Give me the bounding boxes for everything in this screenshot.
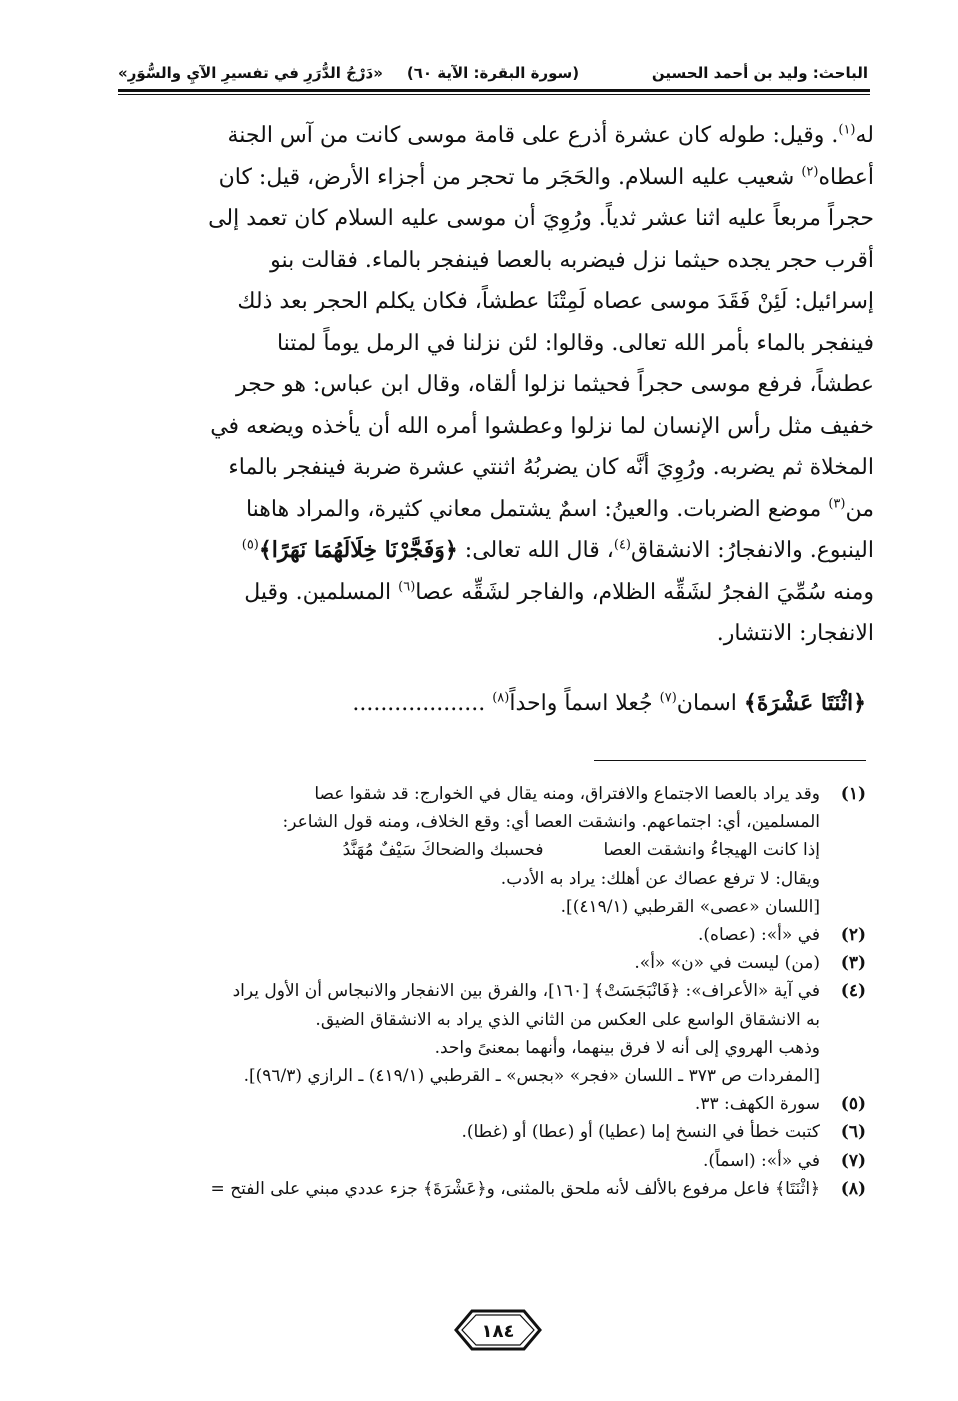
footnote-number: (٣) <box>840 953 866 974</box>
footnote-3: (٣) (من) ليست في «ن» «أ». <box>86 949 866 977</box>
running-header <box>118 58 868 88</box>
header-author: الباحث: وليد بن أحمد الحسين <box>651 64 868 82</box>
text-line: من$^{(٣)}$ موضع الضربات. والعينُ: اسمٌ يشتمل معاني كثيرة، والمراد هاهنا <box>245 496 874 522</box>
footnote-ref: (٤) <box>613 537 631 553</box>
footnote-ref: (١) <box>838 122 856 138</box>
footnote-number: (٥) <box>840 1094 866 1115</box>
footnote-number: (٤) <box>840 981 866 1002</box>
footnote-ref: (٧) <box>659 690 677 706</box>
footnote-8: (٨) ﴿اثْنَتَا﴾ فاعل مرفوع بالألف لأنه ملحق بالمثنى، و﴿عَشْرَةَ﴾ جزء عددي مبني على الفتح = <box>86 1175 866 1203</box>
text-line: أعطاه$^{(٢)}$ شعيب عليه السلام. والحَجَر ما تحجر من أجزاء الأرض، قيل: كان <box>218 164 874 190</box>
text-line: عطشاً، فرفع موسى حجراً فحيثما نزلوا ألقاه، وقال ابن عباس: هو حجر <box>236 372 874 397</box>
header-chapter: (سورة البقرة: الآية ٦٠) <box>406 64 580 82</box>
footnote-ref: (٨) <box>492 690 510 706</box>
header-rule <box>118 89 870 92</box>
verse-heading: ﴿اثْنَتَا عَشْرَةَ﴾ اسمان$^{(٧)}$ جُعلا اسماً واحداً$^{(٨)}$ ................... <box>352 690 866 716</box>
text-line: له$^{(١)}$. وقيل: طوله كان عشرة أذرع على قامة موسى كانت من آس الجنة <box>227 122 874 148</box>
footnote-2: (٢) في «أ»: (عصاه). <box>86 921 866 949</box>
text-line: ومنه سُمِّيَ الفجرُ لشَقِّه الظلام، والفاجر لشَقِّه عصا$^{(٦)}$ المسلمين. وقيل <box>244 579 874 605</box>
footnote-number: (١) <box>840 784 866 804</box>
text-line: حجراً مربعاً عليه اثنا عشر ثدياً. ورُوِيَ أن موسى عليه السلام كان تعمد إلى <box>208 206 874 231</box>
footnote-separator <box>594 760 866 761</box>
footnote-ref: (٢) <box>801 164 819 180</box>
footnote-number: (٢) <box>840 925 866 946</box>
header-book-title: «دَرْجُ الدُّرَرِ في تفسيرِ الآيِ والسُّوَرِ» <box>118 64 383 82</box>
page-number: ١٨٤ <box>481 1321 515 1342</box>
text-line: إسرائيل: لَئِنْ فَقَدَ موسى عصاه لَمِتْنَا عطشاً، فكان يكلم الحجر بعد ذلك <box>237 289 874 314</box>
footnote-6: (٦) كتبت خطأ في النسخ إما (عطيا) أو (عطا) أو (غطا). <box>86 1118 866 1146</box>
quran-quote: ﴿وَفَجَّرْنَا خِلَالَهُمَا نَهَرًا﴾ <box>258 537 458 563</box>
text-line: خفيف مثل رأس الإنسان لما نزلوا وعطشوا أمره الله أن يأخذه ويضعه في <box>210 413 874 439</box>
ornament-frame-icon <box>452 1307 544 1353</box>
text-line: الينبوع. والانفجارُ: الانشقاق$^{(٤)}$، قال الله تعالى: ﴿وَفَجَّرْنَا خِلَالَهُمَا نَهَرًا﴾$^{(٥)}$ <box>241 537 874 563</box>
page-number-ornament <box>452 1307 544 1353</box>
footnote-4: (٤) في آية «الأعراف»: ﴿فَانْبَجَسَتْ﴾ [١٦٠]، والفرق بين الانفجار والانبجاس أن الأول يراد به الانشقاق الواسع على العكس من الثاني الذي يراد به الانشقاق الضيق. وذهب الهروي إلى أنه لا فرق بينهما، وأنهما بمعنىً واحد. [المفردات ص ٣٧٣ ـ اللسان «فجر» «بجس» ـ القرطبي (٤١٩/١) ـ الرازي (٩٦/٣)]. <box>86 977 866 1090</box>
footnote-7: (٧) في «أ»: (اسماً). <box>86 1147 866 1175</box>
footnote-number: (٦) <box>840 1122 866 1143</box>
footnote-1: (١) وقد يراد بالعصا الاجتماع والافتراق، ومنه يقال في الخوارج: قد شقوا عصا المسلمين، أي: اجتماعهم. وانشقت العصا أي: وقع الخلاف، ومنه قول الشاعر: إذا كانت الهيجاءُ وانشقت العصافحسبك والضحاكَ سَيْفٌ مُهَنَّدُ ويقال: لا ترفع عصاك عن أهلك: يراد به الأدب. [اللسان «عصى» القرطبي (٤١٩/١)]. <box>86 780 866 921</box>
footnote-5: (٥) سورة الكهف: ٣٣. <box>86 1090 866 1118</box>
poem-verse: إذا كانت الهيجاءُ وانشقت العصافحسبك والضحاكَ سَيْفٌ مُهَنَّدُ <box>342 840 820 861</box>
header-rule-thin <box>118 94 870 95</box>
footnote-ref: (٥) <box>241 537 259 553</box>
text-line: أقرب حجر يجده حيثما نزل فيضربه بالعصا فينفجر بالماء. فقالت بنو <box>270 247 874 273</box>
quran-quote: ﴿اثْنَتَا عَشْرَةَ﴾ <box>743 690 866 716</box>
text-line: الانفجار: الانتشار. <box>716 621 874 646</box>
footnote-ref: (٦) <box>398 579 416 595</box>
footnote-number: (٨) <box>840 1178 866 1199</box>
footnotes <box>86 780 866 1203</box>
main-text <box>112 115 874 655</box>
text-line: المخلاة ثم يضربه. ورُوِيَ أنَّه كان يضربُهُ اثنتي عشرة ضربة فينفجر بالماء <box>228 455 874 480</box>
footnote-ref: (٣) <box>828 496 846 512</box>
text-line: فينفجر بالماء بأمر الله تعالى. وقالوا: لئن نزلنا في الرمل يوماً لمتنا <box>276 330 874 356</box>
footnote-number: (٧) <box>840 1150 866 1171</box>
